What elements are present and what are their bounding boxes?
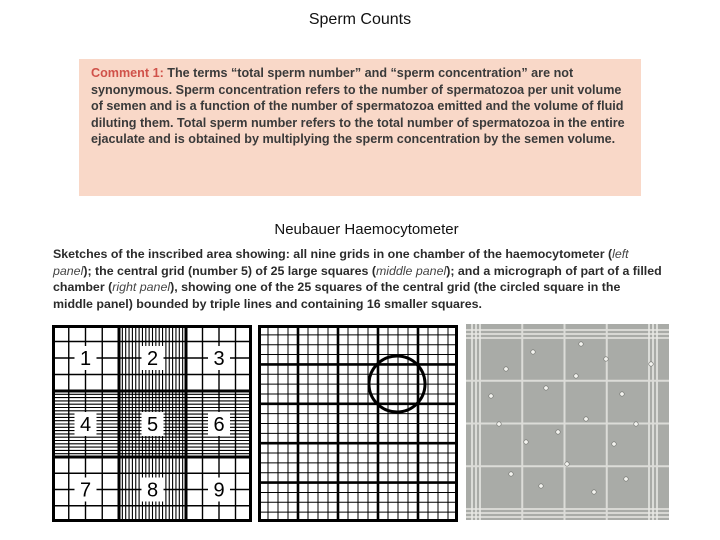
cell-dot — [649, 362, 653, 366]
chamber-micrograph — [466, 324, 669, 520]
cell-dot — [504, 367, 508, 371]
figure-description — [53, 246, 663, 312]
desc-part-4: ), showing one of the 25 squares of the central grid (the circled square in the middle panel) bounded by triple lines and containing 16 smaller squares. — [53, 280, 621, 311]
page-title: Sperm Counts — [308, 11, 412, 28]
grid-number-5: 5 — [146, 414, 159, 436]
grid-number-9: 9 — [213, 479, 225, 502]
cell-dot — [497, 422, 501, 426]
cell-dot — [574, 374, 578, 378]
nine-grid-svg — [52, 325, 252, 522]
central-grid-sketch — [258, 325, 458, 522]
grid-number-8: 8 — [146, 479, 159, 502]
cell-dot — [489, 394, 493, 398]
cell-dot — [509, 472, 513, 476]
micrograph-svg — [466, 324, 669, 520]
comment-box — [79, 59, 641, 196]
grid-number-2: 2 — [146, 348, 159, 370]
grid-number-3: 3 — [213, 348, 225, 370]
central-grid-lines — [258, 325, 458, 522]
desc-right-panel: right panel — [112, 280, 171, 294]
desc-middle-panel: middle panel — [375, 263, 447, 278]
cell-dot — [539, 484, 543, 488]
cell-dot — [531, 350, 535, 354]
cell-dot — [556, 430, 560, 434]
desc-part-3: ); and a micrograph of part of a filled chamber ( — [53, 263, 662, 294]
desc-part-1: Sketches of the inscribed area showing: all nine grids in one chamber of the haemocytometer ( — [53, 247, 613, 261]
cell-dot — [624, 477, 628, 481]
desc-left-panel: left panel — [53, 247, 629, 278]
comment-label: Comment 1: — [91, 66, 164, 80]
central-grid-svg — [258, 325, 458, 522]
section-subtitle: Neubauer Haemocytometer — [274, 221, 459, 238]
cell-dot — [579, 342, 583, 346]
cell-dot — [544, 386, 548, 390]
cell-dot — [584, 417, 588, 421]
cell-dot — [604, 357, 608, 361]
nine-grid-sketch — [52, 325, 252, 522]
grid-number-1: 1 — [79, 348, 92, 370]
cell-dot — [612, 442, 616, 446]
grid-number-7: 7 — [79, 479, 92, 502]
cell-dot — [524, 440, 528, 444]
grid-number-6: 6 — [213, 414, 225, 436]
micrograph-background — [466, 324, 669, 520]
comment-text: The terms “total sperm number” and “sperm concentration” are not synonymous. Sperm concentration refers to the number of spermatozoa per unit volume of semen and is a function of the number of spermatozoa emitted and the volume of fluid diluting them. Total sperm number refers to the total number of spermatozoa in the entire ejaculate and is obtained by multiplying the sperm concentration by the semen volume. — [91, 66, 625, 146]
cell-dot — [634, 422, 638, 426]
grid-number-4: 4 — [79, 414, 92, 436]
cell-dot — [620, 392, 624, 396]
desc-part-2: ); the central grid (number 5) of 25 large squares ( — [83, 263, 376, 278]
cell-dot — [565, 462, 569, 466]
cell-dot — [592, 490, 596, 494]
